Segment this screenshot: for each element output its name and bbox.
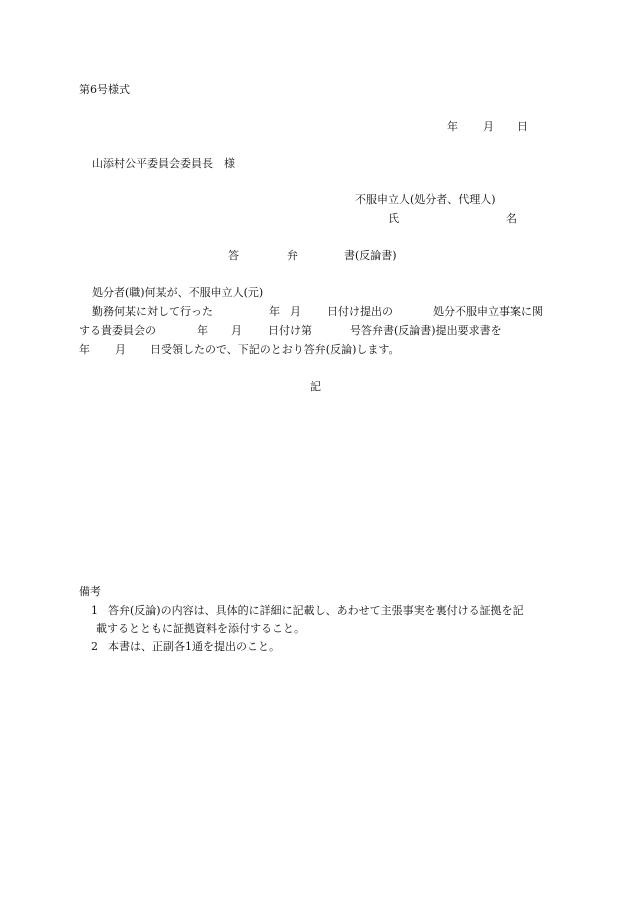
form-number: 第6号様式 bbox=[79, 83, 130, 96]
body-line-2-d: 日付け提出の bbox=[327, 305, 393, 318]
applicant-name-right: 名 bbox=[506, 212, 517, 225]
title-part-3: 書(反論書) bbox=[344, 249, 397, 262]
notes-item-1-number: 1 bbox=[91, 604, 98, 617]
body-line-3-e: 号答弁書(反論書)提出要求書を bbox=[350, 324, 502, 337]
body-line-4-c: 日受領したので、下記のとおり答弁(反論)します。 bbox=[150, 343, 400, 356]
body-line-3-d: 日付け第 bbox=[268, 324, 312, 337]
body-line-3-c: 月 bbox=[231, 324, 242, 337]
title-part-1: 答 bbox=[228, 249, 239, 262]
body-line-2-e: 処分不服申立事案に関 bbox=[433, 305, 543, 318]
notes-heading: 備考 bbox=[79, 585, 101, 598]
body-line-3-b: 年 bbox=[197, 324, 208, 337]
applicant-name-left: 氏 bbox=[388, 212, 399, 225]
notes-item-1-line-1: 答弁(反論)の内容は、具体的に詳細に記載し、あわせて主張事実を裏付ける証拠を記 bbox=[108, 604, 524, 617]
addressee: 山添村公平委員会委員長 様 bbox=[92, 157, 235, 170]
ki-marker: 記 bbox=[310, 380, 321, 393]
notes-item-2-number: 2 bbox=[91, 640, 98, 653]
date-year: 年 bbox=[447, 120, 458, 133]
notes-item-1-line-2: 載するとともに証拠資料を添付すること。 bbox=[96, 622, 305, 635]
body-line-4-b: 月 bbox=[115, 343, 126, 356]
date-day: 日 bbox=[517, 120, 528, 133]
body-line-3-a: する貴委員会の bbox=[79, 324, 156, 337]
body-line-2-c: 月 bbox=[290, 305, 301, 318]
body-line-4-a: 年 bbox=[79, 343, 90, 356]
date-month: 月 bbox=[483, 120, 494, 133]
notes-item-2-line-1: 本書は、正副各1通を提出のこと。 bbox=[108, 640, 280, 653]
body-line-2-a: 勤務何某に対して行った bbox=[92, 305, 213, 318]
body-line-1: 処分者(職)何某が、不服申立人(元) bbox=[92, 286, 264, 299]
title-part-2: 弁 bbox=[287, 249, 298, 262]
body-line-2-b: 年 bbox=[269, 305, 280, 318]
applicant-role: 不服申立人(処分者、代理人) bbox=[355, 193, 496, 206]
